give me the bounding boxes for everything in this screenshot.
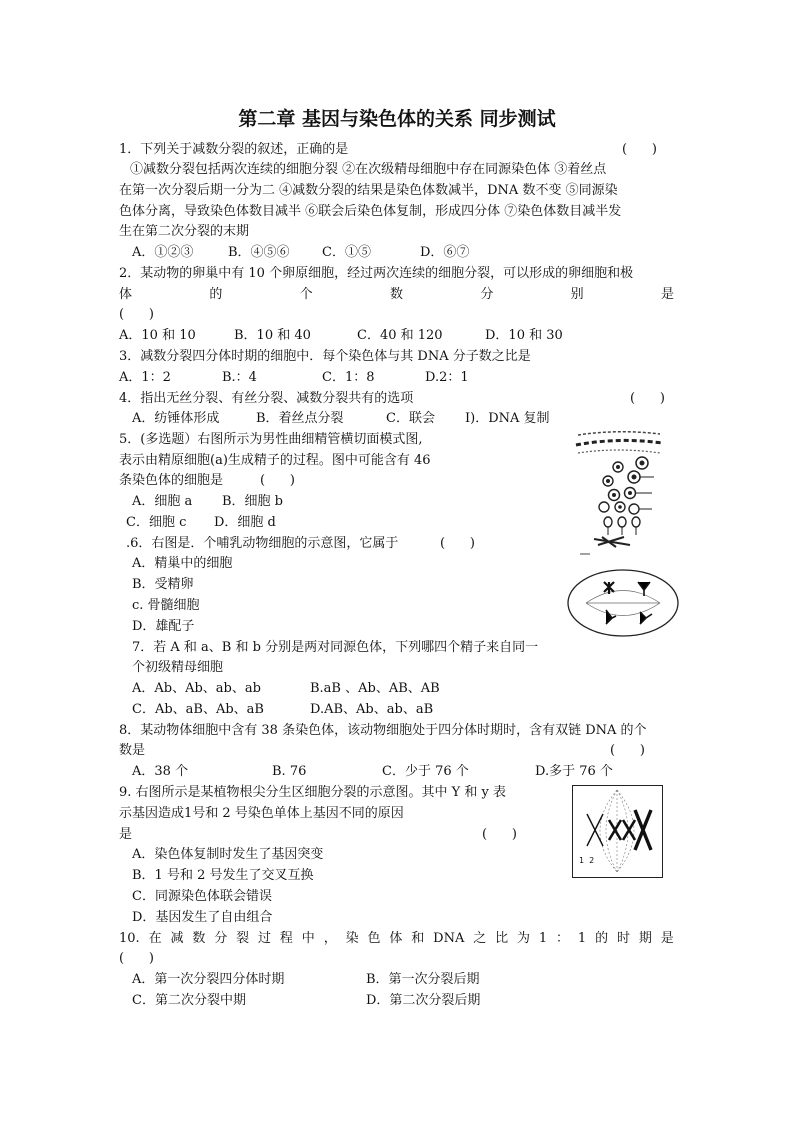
q4-option-d: I)．DNA 复制 [465, 411, 550, 426]
q10-word: 为 [516, 931, 530, 946]
q4-option-a: A．纺锤体形成 [132, 411, 220, 426]
q1-statement-line: 在第一次分裂后期一分为二 ④减数分裂的结果是染色体数减半，DNA 数不变 ⑤同源染 [119, 183, 618, 198]
q10-option-c: C．第二次分裂中期 [132, 993, 246, 1008]
q10-word: 染 [345, 931, 359, 946]
q5-stem: 5．(多选题）右图所示为男性曲细精管横切面模式图, [119, 432, 423, 447]
q5-option-c: C．细胞 c [126, 515, 187, 530]
q1-option-b: B．④⑤⑥ [228, 245, 290, 260]
q10-word: 减 [170, 931, 184, 946]
q1-option-c: C．①⑤ [322, 245, 371, 260]
q5-option-b: B．细胞 b [222, 494, 284, 509]
q10-word: 分 [214, 931, 228, 946]
q10-word: 比 [495, 931, 509, 946]
q4-option-c: C．联会 [386, 411, 435, 426]
q8-answer-bracket: ( ) [610, 743, 645, 758]
q10-option-b: B．第一次分裂后期 [366, 972, 480, 987]
q6-stem: .6．右图是．个哺乳动物细胞的示意图，它属于 [126, 536, 399, 551]
q1-statement-line: 生在第二次分裂的末期 [119, 224, 250, 239]
q2-word: 的 [209, 287, 223, 302]
q9-option-a: A．染色体复制时发生了基因突变 [132, 847, 324, 862]
q6-option-c: c. 骨髓细胞 [132, 598, 200, 613]
q7-option-d: D.AB、Ab、ab、aB [310, 702, 434, 717]
q10-word: 时 [616, 931, 630, 946]
q2-option-a: A．10 和 10 [119, 328, 196, 343]
q10-word: 10. [119, 931, 140, 946]
q2-option-d: D．10 和 30 [485, 328, 563, 343]
q7-stem: 个初级精母细胞 [132, 660, 224, 675]
q4-answer-bracket: ( ) [630, 391, 665, 406]
q2-option-c: C．40 和 120 [357, 328, 443, 343]
q2-word: 体 [119, 287, 133, 302]
q2-stem: 2．某动物的卵巢中有 10 个卵原细胞，经过两次连续的细胞分裂，可以形成的卵细胞和极 [119, 266, 634, 281]
q5-option-d: D．细胞 d [214, 515, 276, 530]
q10-option-d: D．第二次分裂后期 [366, 993, 481, 1008]
q7-option-c: C．Ab、aB、Ab、aB [132, 702, 264, 717]
q8-stem: 8．某动物体细胞中含有 38 条染色体，该动物细胞处于四分体时期时，含有双链 DNA 的个 [119, 723, 647, 738]
q9-stem: 是 [119, 827, 133, 842]
q10-stem-justified [119, 929, 674, 949]
q9-option-d: D．基因发生了自由组合 [132, 910, 273, 925]
root-tip-chromatid-label: 1 2 [579, 856, 595, 865]
q10-word: ： [556, 931, 570, 946]
q2-word: 是 [660, 287, 674, 302]
q3-stem: 3．减数分裂四分体时期的细胞中．每个染色体与其 DNA 分子数之比是 [119, 349, 531, 364]
q1-option-d: D．⑥⑦ [420, 245, 470, 260]
q7-option-a: A．Ab、Ab、ab、ab [132, 681, 261, 696]
q2-option-b: B．10 和 40 [234, 328, 311, 343]
q1-statement-line: ①减数分裂包括两次连续的细胞分裂 ②在次级精母细胞中存在同源染色体 ③着丝点 [130, 162, 607, 177]
q10-word: 色 [367, 931, 381, 946]
q10-word: 过 [258, 931, 272, 946]
q9-option-b: B．1 号和 2 号发生了交叉互换 [132, 868, 314, 883]
q10-word: ， [323, 931, 337, 946]
q2-word: 个 [299, 287, 313, 302]
q10-option-a: A．第一次分裂四分体时期 [132, 972, 285, 987]
q10-word: 的 [595, 931, 609, 946]
q2-answer-bracket: ( ) [119, 307, 154, 322]
q1-answer-bracket: ( ) [622, 142, 657, 157]
q10-word: 裂 [236, 931, 250, 946]
q8-option-b: B. 76 [272, 764, 307, 779]
dividing-cell-figure [566, 568, 680, 638]
page-title: 第二章 基因与染色体的关系 同步测试 [238, 108, 556, 130]
q9-answer-bracket: ( ) [482, 827, 517, 842]
q2-stem-justified [119, 285, 674, 305]
q3-option-a: A．1：2 [119, 370, 171, 385]
q6-option-a: A．精巢中的细胞 [132, 556, 233, 571]
q5-stem: 表示由精原细胞(a)生成精子的过程。图中可能含有 46 [119, 453, 431, 468]
q10-word: 数 [192, 931, 206, 946]
q3-option-d: D.2：1 [425, 370, 469, 385]
q10-word: 和 [411, 931, 425, 946]
q8-option-d: D.多于 76 个 [535, 764, 613, 779]
q10-word: 程 [279, 931, 293, 946]
q8-option-a: A．38 个 [132, 764, 189, 779]
q8-stem: 数是 [119, 743, 146, 758]
q10-word: DNA [433, 931, 465, 946]
q5-stem: 条染色体的细胞是 [119, 473, 224, 488]
q10-word: 1 [577, 931, 587, 946]
q2-word: 数 [389, 287, 403, 302]
q3-option-c: C．1：8 [322, 370, 375, 385]
seminiferous-tubule-figure [572, 427, 664, 557]
q1-stem: 1．下列关于减数分裂的叙述，正确的是 [119, 142, 349, 157]
q10-word: 中 [301, 931, 315, 946]
q4-stem: 4．指出无丝分裂、有丝分裂、减数分裂共有的选项 [119, 391, 414, 406]
q4-option-b: B．着丝点分裂 [256, 411, 344, 426]
q2-word: 别 [570, 287, 584, 302]
q10-word: 在 [148, 931, 162, 946]
q7-stem: 7．若 A 和 a、B 和 b 分别是两对同源色体，下列哪四个精子来自同一 [132, 640, 539, 655]
q10-word: 是 [660, 931, 674, 946]
q10-answer-bracket: ( ) [119, 951, 154, 966]
q9-option-c: C．同源染色体联会错误 [132, 889, 272, 904]
q6-option-d: D．雄配子 [132, 619, 195, 634]
q1-statement-line: 色体分离，导致染色体数目减半 ⑥联会后染色体复制，形成四分体 ⑦染色体数目减半发 [119, 204, 622, 219]
q3-option-b: B.：4 [222, 370, 257, 385]
q8-option-c: C．少于 76 个 [382, 764, 469, 779]
q6-answer-bracket: ( ) [440, 536, 475, 551]
q5-answer-bracket: ( ) [260, 473, 295, 488]
q2-word: 分 [480, 287, 494, 302]
q10-word: 体 [389, 931, 403, 946]
q9-stem: 9. 右图所示是某植物根尖分生区细胞分裂的示意图。其中 Y 和 y 表 [119, 785, 506, 800]
q10-word: 之 [473, 931, 487, 946]
q5-option-a: A．细胞 a [132, 494, 193, 509]
q7-option-b: B.aB 、Ab、AB、AB [310, 681, 440, 696]
q10-word: 期 [638, 931, 652, 946]
q1-option-a: A．①②③ [132, 245, 194, 260]
q9-stem: 示基因造成1号和 2 号染色单体上基因不同的原因 [119, 806, 404, 821]
q6-option-b: B．受精卵 [132, 577, 194, 592]
q10-word: 1 [538, 931, 548, 946]
root-tip-cell-figure [572, 785, 663, 878]
